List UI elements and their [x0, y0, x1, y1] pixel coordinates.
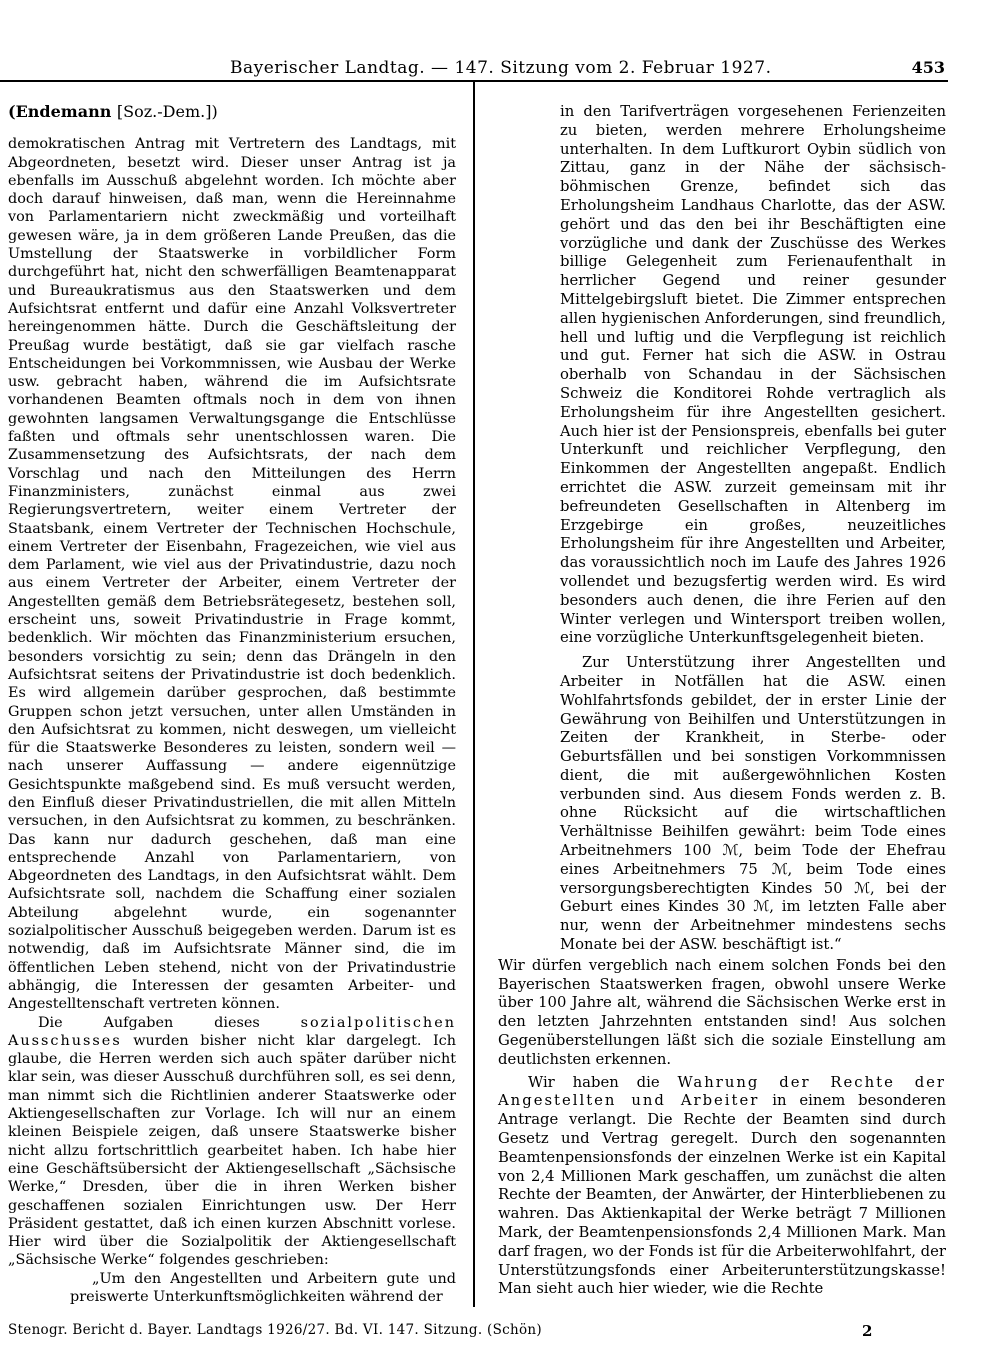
right-column [498, 103, 946, 1299]
speaker-party: [Soz.-Dem.]) [116, 102, 218, 121]
paragraph [498, 1074, 946, 1300]
footer-signature-number: 2 [862, 1322, 873, 1340]
page-footer [0, 1322, 1000, 1344]
quote-paragraph: „Um den Angestellten und Arbeitern gute und preiswerte Unterkunftsmöglichkeiten während der [70, 1270, 456, 1305]
text-run: Wir haben die [528, 1073, 678, 1091]
left-column [8, 103, 456, 1306]
page-number: 453 [911, 58, 945, 77]
paragraph: demokratischen Antrag mit Vertretern des Landtags, mit Abgeordneten, besetzt wird. Dieser unser Antrag ist ja ebenfalls im Ausschuß abgelehnt worden. Ich möchte aber doch darauf hinweisen, daß man, wenn die Hereinnahme von Parlamentariern nicht zweckmäßig und vorteilhaft gewesen wäre, ja in dem größeren Lande Preußen, das die Umstellung der Staatswerke in vorbildlicher Form durchgeführt hat, nicht den schwerfälligen Beamtenapparat und Bureaukratismus aus den Staatswerken und dem Aufsichtsrat entfernt und dafür eine Anzahl Volksvertreter hereingenommen hätte. Durch die Geschäftsleitung der Preußag wurde bestätigt, daß sie gar vielfach rasche Entscheidungen bei Vorkommnissen, wie Ausbau der Werke usw. gebracht haben, während die im Aufsichtsrate vorhandenen Beamten oftmals noch in dem von ihnen gewohnten langsamen Verwaltungsgange die Entschlüsse faßten und oftmals sehr unentschlossen waren. Die Zusammensetzung des Aufsichtsrats, der nach dem Vorschlag und nach den Mitteilungen des Herrn Finanzministers, zunächst einmal aus zwei Regierungsvertretern, weiter einem Vertreter der Staatsbank, einem Vertreter der Technischen Hochschule, einem Vertreter der Eisenbahn, Fragezeichen, wie viel aus dem Parlament, wie viel aus der Privatindustrie, dazu noch aus einem Vertreter der Arbeiter, einem Vertreter der Angestellten gemäß dem Betriebsrätegesetz, bestehen soll, erscheint uns, soweit Privatindustrie in Frage kommt, bedenklich. Wir möchten das Finanzministerium ersuchen, besonders vorsichtig zu sein; denn das Drängeln in den Aufsichtsrat seitens der Privatindustrie ist doch bedenklich. Es wird allgemein darüber gesprochen, daß bestimmte Gruppen schon jetzt versuchen, unter allen Umständen in den Aufsichtsrat zu kommen, nicht deswegen, um vielleicht für die Staatswerke Besonderes zu leisten, sondern weil — nach unserer Auffassung — andere eigennützige Gesichtspunkte maßgebend sind. Es muß versucht werden, den Einfluß dieser Privatindustriellen, die mit allen Mitteln versuchen, in den Aufsichtsrat zu kommen, zu beschränken. Das kann nur dadurch geschehen, daß man eine entsprechende Anzahl von Parlamentariern, von Abgeordneten des Landtags, in den Aufsichtsrat wählt. Dem Aufsichtsrate soll, nachdem die Schaffung einer sozialen Abteilung abgelehnt wurde, ein sogenannter sozialpolitischer Ausschuß beigegeben werden. Darum ist es notwendig, daß im Aufsichtsrate Männer sind, die im öffentlichen Leben stehend, nicht von der Privatindustrie abhängig, die Interessen der gesamten Arbeiter- und Angestelltenschaft vertreten können. [8, 136, 456, 1013]
emphasized-text: Wahrung der Rechte der Angestellten und Arbeiter [498, 1073, 947, 1110]
text-run: wurden bisher nicht klar dargelegt. Ich glaube, die Herren werden sich auch später darüber nicht klar sein, was dieser Ausschuß durchführen soll, es sei denn, man nimmt sich die Richtlinien anderer Staatswerke oder Aktiengesellschaften zur Vorlage. Ich will nur an einem kleinen Beispiele zeigen, daß unsere Staatswerke bisher nicht allzu fortschrittlich gearbeitet haben. Ich habe hier eine Geschäftsübersicht der Aktiengesellschaft „Sächsische Werke,“ Dresden, über die in ihren Werken bisher geschaffenen sozialen Einrichtungen usw. Der Herr Präsident gestattet, daß ich einen kurzen Abschnitt vorlese. Hier wird über die Sozialpolitik der Aktiengesellschaft „Sächsische Werke“ folgendes geschrieben: [8, 1032, 456, 1269]
emphasized-text: sozialpolitischen Ausschusses [8, 1014, 456, 1049]
text-run: Die Aufgaben dieses [38, 1014, 301, 1031]
quote-paragraph: in den Tarifverträgen vorgesehenen Ferienzeiten zu bieten, werden mehrere Erholungsheime unterhalten. In dem Luftkurort Oybin südlich von Zittau, ganz in der Nähe der sächsisch-böhmischen Grenze, befindet sich das Erholungsheim Landhaus Charlotte, das der ASW. gehört und das den bei ihr Beschäftigten eine vorzügliche und dank der Zuschüsse des Werkes billige Gelegenheit zum Ferienaufenthalt in herrlicher Gegend und reiner gesunder Mittelgebirgsluft bietet. Die Zimmer entsprechen allen hygienischen Anforderungen, sind freundlich, hell und luftig und die Verpflegung ist reichlich und gut. Ferner hat sich die ASW. in Ostrau oberhalb von Schandau in der Sächsischen Schweiz die Konditorei Rohde vertraglich als Erholungsheim für ihre Angestellten gesichert. Auch hier ist der Pensionspreis, ebenfalls bei guter Unterkunft und reichlicher Verpflegung, den Einkommen der Angestellten angepaßt. Endlich errichtet die ASW. zurzeit gemeinsam mit ihr befreundeten Gesellschaften in Altenberg im Erzgebirge ein großes, neuzeitliches Erholungsheim für ihre Angestellten und Arbeiter, das voraussichtlich noch im Laufe des Jahres 1926 vollendet und bezugsfertig werden wird. Es wird besonders auch denen, die ihre Ferien auf den Winter verlegen und Wintersport treiben wollen, eine vorzügliche Unterkunftsgelegenheit bieten. [560, 103, 946, 647]
speaker-heading [8, 103, 456, 121]
quote-paragraph: Zur Unterstützung ihrer Angestellten und Arbeiter in Notfällen hat die ASW. einen Wohlfahrtsfonds gebildet, der in erster Linie der Gewährung von Beihilfen und Unterstützungen in Zeiten der Krankheit, in Sterbe- oder Geburtsfällen und bei sonstigen Vorkommnissen dient, die mit außergewöhnlichen Kosten verbunden sind. Aus diesem Fonds werden z. B. ohne Rücksicht auf die wirtschaftlichen Verhältnisse Beihilfen gewährt: beim Tode eines Arbeitnehmers 100 ℳ, beim Tode der Ehefrau eines Arbeitnehmers 75 ℳ, beim Tode eines versorgungsberechtigten Kindes 50 ℳ, bei der Geburt eines Kindes 30 ℳ, im letzten Falle aber nur, wenn der Arbeitnehmer mindestens sechs Monate bei der ASW. beschäftigt ist.“ [560, 654, 946, 954]
text-run: in einem besonderen Antrage verlangt. Die Rechte der Beamten sind durch Gesetz und Vertrag geregelt. Durch den sogenannten Beamtenpensionsfonds der einzelnen Werke ist ein Kapital von 2,4 Millionen Mark geschaffen, um zunächst die alten Rechte der Beamten, der Anwärter, der Hinterbliebenen zu wahren. Das Aktienkapital der Werke beträgt 7 Millionen Mark, der Beamtenpensionsfonds 2,4 Millionen Mark. Man darf fragen, wo der Fonds ist für die Arbeiterwohlfahrt, der Unterstützungsfonds einer Arbeiterunterstützungskasse! Man sieht auch hier wieder, wie die Rechte [498, 1092, 946, 1298]
running-title: Bayerischer Landtag. — 147. Sitzung vom 2. Februar 1927. [230, 58, 772, 78]
speaker-name: (Endemann [8, 102, 112, 121]
paragraph [8, 1014, 456, 1270]
column-divider [473, 82, 475, 1307]
footer-citation: Stenogr. Bericht d. Bayer. Landtags 1926/27. Bd. VI. 147. Sitzung. (Schön) [8, 1322, 542, 1338]
quotation [8, 1270, 456, 1307]
paragraph: Wir dürfen vergeblich nach einem solchen Fonds bei den Bayerischen Staatswerken fragen, obwohl unsere Werke über 100 Jahre alt, während die Sächsischen Werke erst in den letzten Jahrzehnten entstanden sind! Aus solchen Gegenüberstellungen läßt sich die soziale Einstellung am deutlichsten erkennen. [498, 956, 946, 1068]
quotation [498, 103, 946, 955]
